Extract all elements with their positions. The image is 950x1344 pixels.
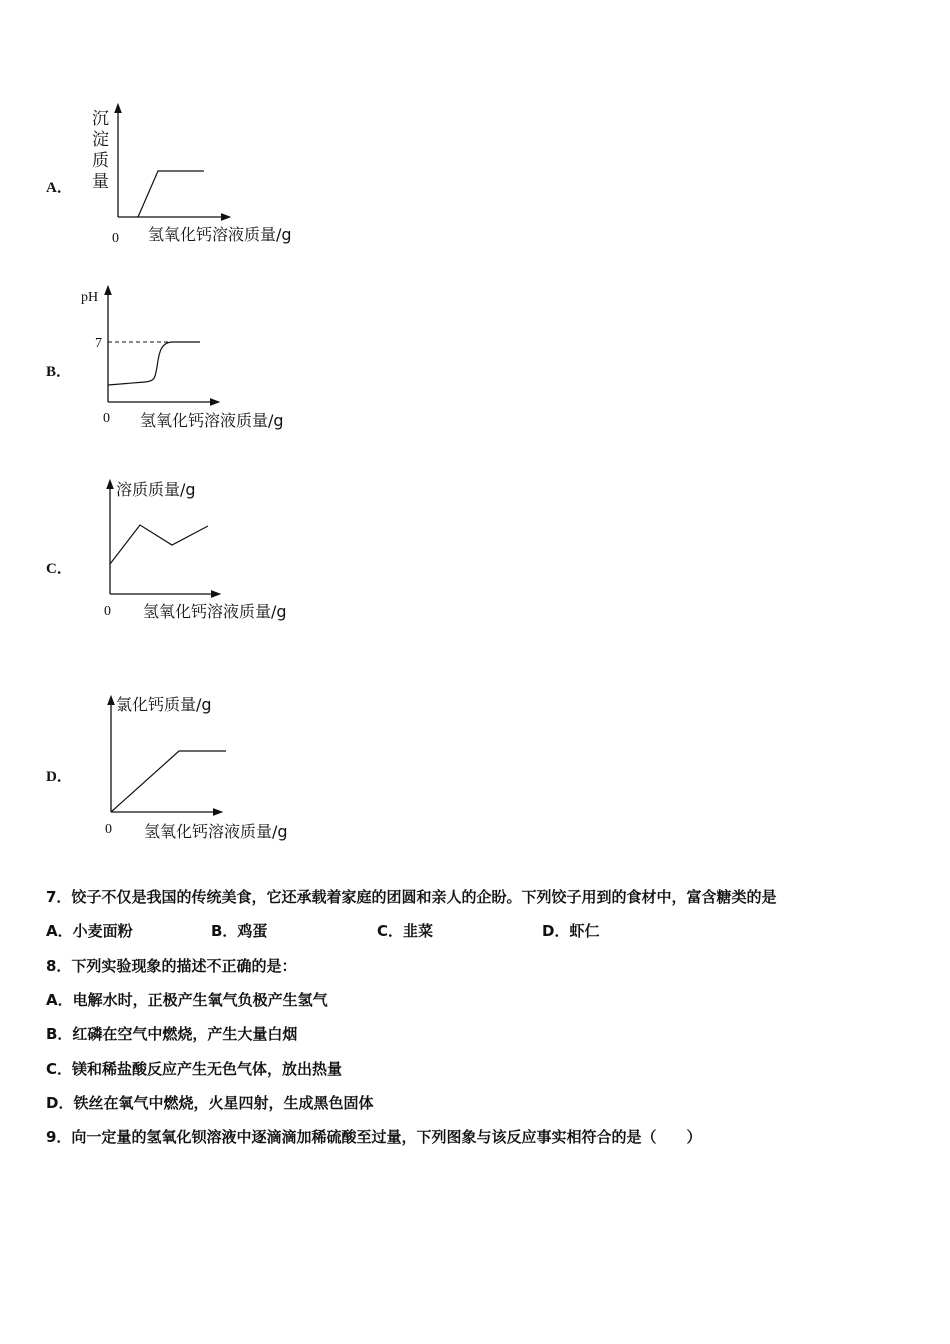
option-label-b: B． [46,364,72,380]
graph-d [80,688,340,848]
svg-text:量: 量 [92,172,109,192]
y-axis-label [92,109,109,192]
svg-text:沉: 沉 [92,109,109,129]
option-label-a: A． [46,180,72,196]
x-axis-label: 氢氧化钙溶液质量/g [140,411,284,430]
y-axis-label: 溶质质量/g [116,480,196,499]
question-8-option-d: D．铁丝在氧气中燃烧，火星四射，生成黑色固体 [46,1094,374,1112]
x-axis-label: 氢氧化钙溶液质量/g [148,225,292,244]
question-8-option-a: A．电解水时，正极产生氧气负极产生氢气 [46,991,328,1009]
x-axis-label: 氢氧化钙溶液质量/g [143,602,287,621]
origin-label: 0 [112,231,119,246]
ref-tick-label: 7 [95,336,102,351]
x-axis-label: 氢氧化钙溶液质量/g [144,822,288,841]
question-8-option-b: B．红磷在空气中燃烧，产生大量白烟 [46,1025,298,1043]
y-axis-label: pH [81,290,99,305]
question-7-stem: 7．饺子不仅是我国的传统美食，它还承载着家庭的团圆和亲人的企盼。下列饺子用到的食材中，富含糖类的是 [46,888,777,906]
graph-c [80,472,340,632]
series-line [138,171,204,217]
origin-label: 0 [103,411,110,426]
option-label-d: D． [46,769,72,785]
question-9-stem: 9．向一定量的氢氧化钡溶液中逐滴滴加稀硫酸至过量，下列图象与该反应事实相符合的是（ ） [46,1128,702,1146]
question-7-option-b: B．鸡蛋 [211,922,268,940]
question-7-option-d: D．虾仁 [542,922,600,940]
question-8-option-c: C．镁和稀盐酸反应产生无色气体，放出热量 [46,1060,343,1078]
series-line [111,751,226,812]
question-7-option-c: C．韭菜 [377,922,434,940]
question-7-option-a: A．小麦面粉 [46,922,133,940]
graph-b [75,282,335,432]
y-axis-label: 氯化钙质量/g [116,695,212,714]
graph-a [80,100,340,250]
option-label-c: C． [46,561,72,577]
origin-label: 0 [105,822,112,837]
origin-label: 0 [104,604,111,619]
series-line [110,525,208,564]
ph-curve [108,342,200,385]
svg-text:质: 质 [92,151,109,171]
svg-text:淀: 淀 [92,130,109,150]
question-8-stem: 8．下列实验现象的描述不正确的是： [46,957,297,975]
